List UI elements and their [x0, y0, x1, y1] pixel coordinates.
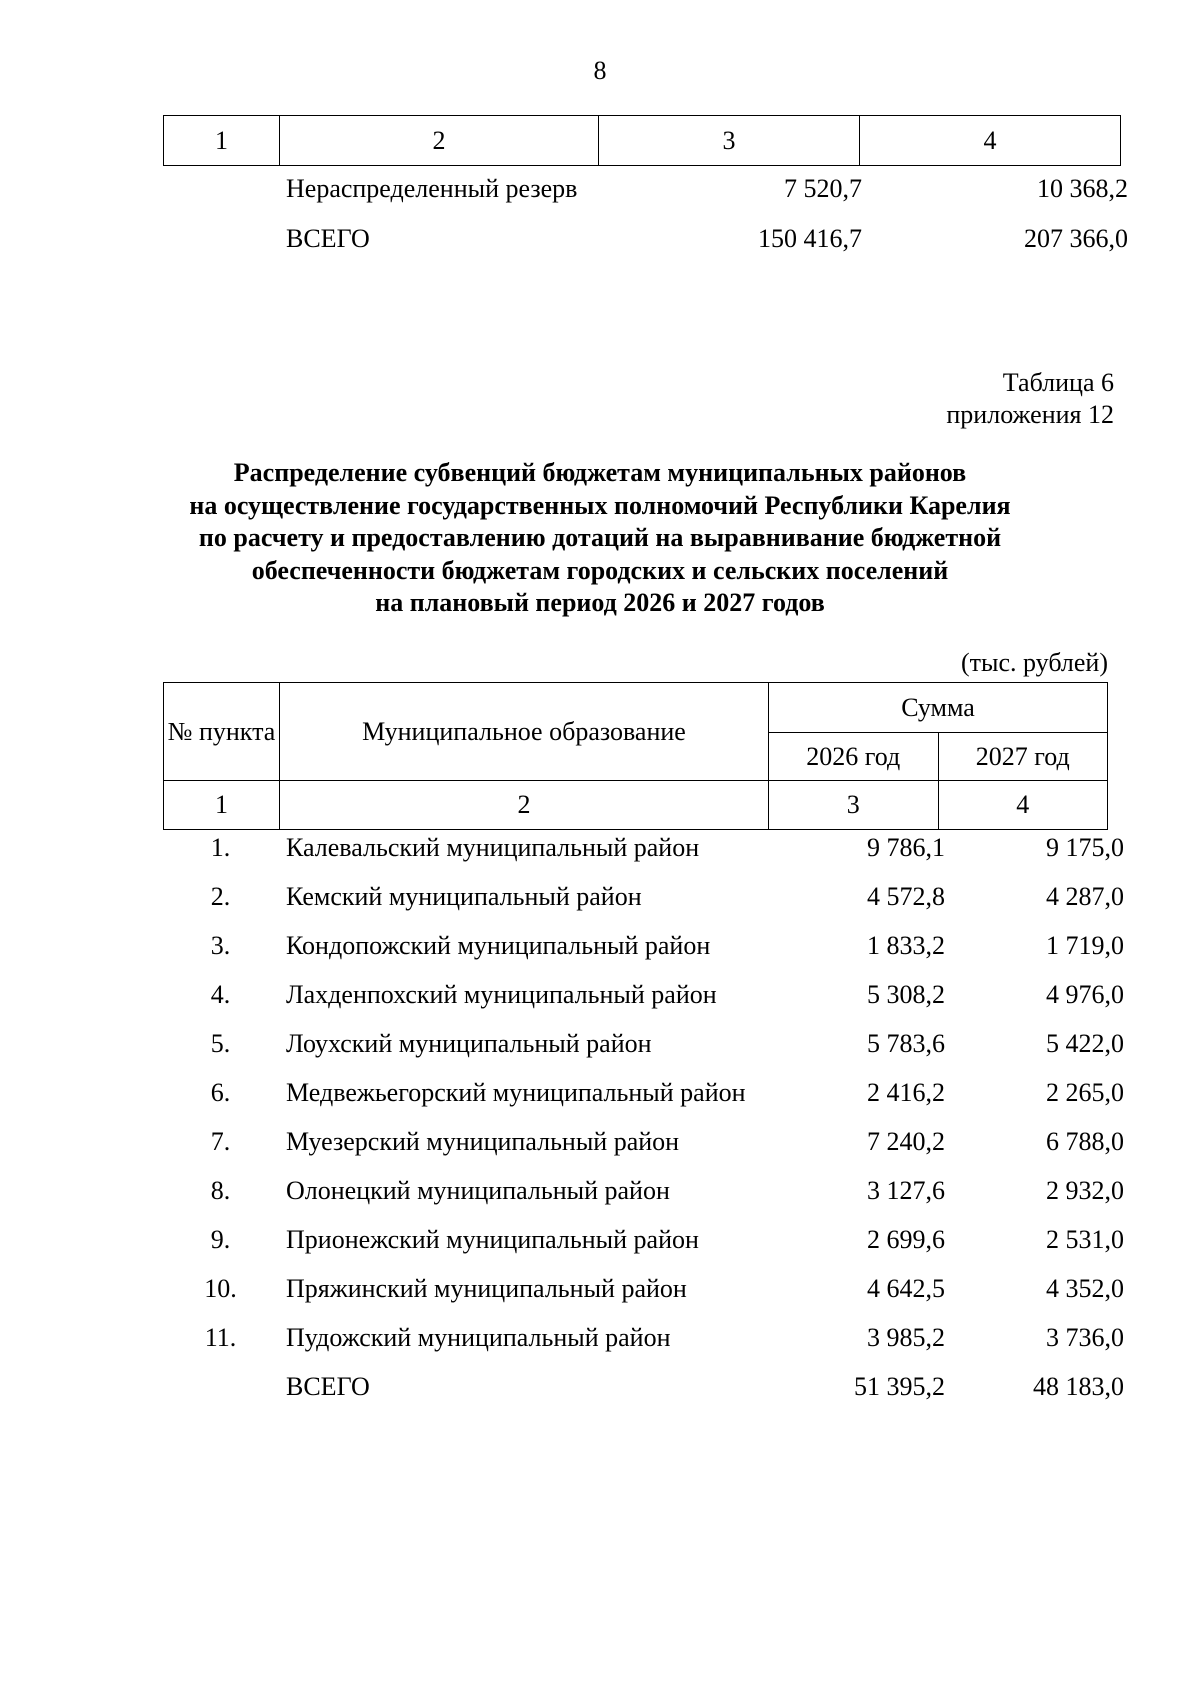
table-row [163, 171, 1135, 221]
row-value-2026: 1 833,2 [867, 931, 945, 960]
table-row [163, 1075, 1131, 1124]
main-table-body [163, 830, 1131, 1418]
table-row [163, 1026, 1131, 1075]
row-value-1: 7 520,7 [784, 174, 862, 203]
header-sum: Сумма [769, 683, 1108, 733]
row-value-1: 150 416,7 [758, 224, 862, 253]
top-header-cell: 1 [164, 116, 280, 166]
main-table-header [163, 682, 1108, 830]
top-header-cell: 4 [860, 116, 1121, 166]
row-municipality: Кондопожский муниципальный район [286, 931, 711, 960]
table-row [163, 830, 1131, 879]
total-label: ВСЕГО [286, 1372, 370, 1401]
row-value-2026: 2 416,2 [867, 1078, 945, 1107]
total-value-2027: 48 183,0 [1033, 1372, 1124, 1401]
header-year-2026: 2026 год [769, 733, 939, 781]
row-value-2026: 3 985,2 [867, 1323, 945, 1352]
row-number: 1. [210, 833, 231, 862]
row-municipality: Муезерский муниципальный район [286, 1127, 680, 1156]
row-value-2: 207 366,0 [1024, 224, 1128, 253]
row-number: 10. [204, 1274, 237, 1303]
top-table-body [163, 171, 1135, 271]
row-value-2027: 4 976,0 [1046, 980, 1124, 1009]
row-value-2026: 3 127,6 [867, 1176, 945, 1205]
top-header-cell: 2 [280, 116, 599, 166]
title-line: по расчету и предоставлению дотаций на выравнивание бюджетной [198, 523, 1002, 552]
row-value-2026: 2 699,6 [867, 1225, 945, 1254]
row-municipality: Пудожский муниципальный район [286, 1323, 671, 1352]
header-year-2027: 2027 год [938, 733, 1108, 781]
row-municipality: Кемский муниципальный район [286, 882, 642, 911]
row-value-2026: 4 572,8 [867, 882, 945, 911]
table-row [163, 928, 1131, 977]
row-municipality: Лахденпохский муниципальный район [286, 980, 717, 1009]
row-number: 8. [210, 1176, 231, 1205]
row-municipality: Олонецкий муниципальный район [286, 1176, 670, 1205]
row-number: 6. [210, 1078, 231, 1107]
row-value-2026: 5 783,6 [867, 1029, 945, 1058]
row-value-2027: 3 736,0 [1046, 1323, 1124, 1352]
row-value-2027: 2 932,0 [1046, 1176, 1124, 1205]
row-municipality: Лоухский муниципальный район [286, 1029, 652, 1058]
row-value-2026: 4 642,5 [867, 1274, 945, 1303]
title-line: на плановый период 2026 и 2027 годов [375, 588, 825, 617]
row-municipality: Медвежьегорский муниципальный район [286, 1078, 746, 1107]
row-value-2026: 7 240,2 [867, 1127, 945, 1156]
row-number: 3. [210, 931, 231, 960]
row-value-2027: 4 352,0 [1046, 1274, 1124, 1303]
header-index: 4 [938, 781, 1108, 830]
header-index: 3 [769, 781, 939, 830]
table-row [163, 1271, 1131, 1320]
table-row [163, 1222, 1131, 1271]
page-number: 8 [593, 56, 607, 85]
row-value-2027: 2 531,0 [1046, 1225, 1124, 1254]
document-title [100, 457, 1100, 620]
row-value-2027: 6 788,0 [1046, 1127, 1124, 1156]
header-index: 1 [164, 781, 280, 830]
row-number: 2. [210, 882, 231, 911]
table-row [163, 1320, 1131, 1369]
header-name: Муниципальное образование [280, 683, 769, 781]
row-number: 11. [204, 1323, 237, 1352]
row-value-2026: 5 308,2 [867, 980, 945, 1009]
table-total-row [163, 1369, 1131, 1418]
row-value-2027: 4 287,0 [1046, 882, 1124, 911]
row-value-2027: 9 175,0 [1046, 833, 1124, 862]
table-row [163, 1173, 1131, 1222]
total-value-2026: 51 395,2 [854, 1372, 945, 1401]
row-name: ВСЕГО [286, 224, 370, 253]
row-number: 9. [210, 1225, 231, 1254]
table-caption-line1: Таблица 6 [1002, 368, 1114, 397]
table-row [163, 221, 1135, 271]
row-number: 4. [210, 980, 231, 1009]
row-number: 7. [210, 1127, 231, 1156]
row-name: Нераспределенный резерв [286, 174, 578, 203]
row-value-2027: 5 422,0 [1046, 1029, 1124, 1058]
table-row [163, 977, 1131, 1026]
top-table-header [163, 115, 1121, 166]
header-index: 2 [280, 781, 769, 830]
title-line: обеспеченности бюджетам городских и сельских поселений [251, 555, 949, 585]
row-value-2027: 1 719,0 [1046, 931, 1124, 960]
header-num: № пункта [164, 683, 280, 781]
row-municipality: Прионежский муниципальный район [286, 1225, 699, 1254]
row-value-2026: 9 786,1 [867, 833, 945, 862]
row-municipality: Пряжинский муниципальный район [286, 1274, 687, 1303]
row-value-2: 10 368,2 [1037, 174, 1128, 203]
title-line: Распределение субвенций бюджетам муниципальных районов [233, 458, 967, 487]
row-municipality: Калевальский муниципальный район [286, 833, 700, 862]
row-number: 5. [210, 1029, 231, 1058]
row-value-2027: 2 265,0 [1046, 1078, 1124, 1107]
table-caption-line2: приложения 12 [946, 400, 1114, 429]
top-header-cell: 3 [599, 116, 860, 166]
table-row [163, 879, 1131, 928]
title-line: на осуществление государственных полномочий Республики Карелия [189, 490, 1011, 520]
table-row [163, 1124, 1131, 1173]
units-label: (тыс. рублей) [960, 648, 1108, 677]
